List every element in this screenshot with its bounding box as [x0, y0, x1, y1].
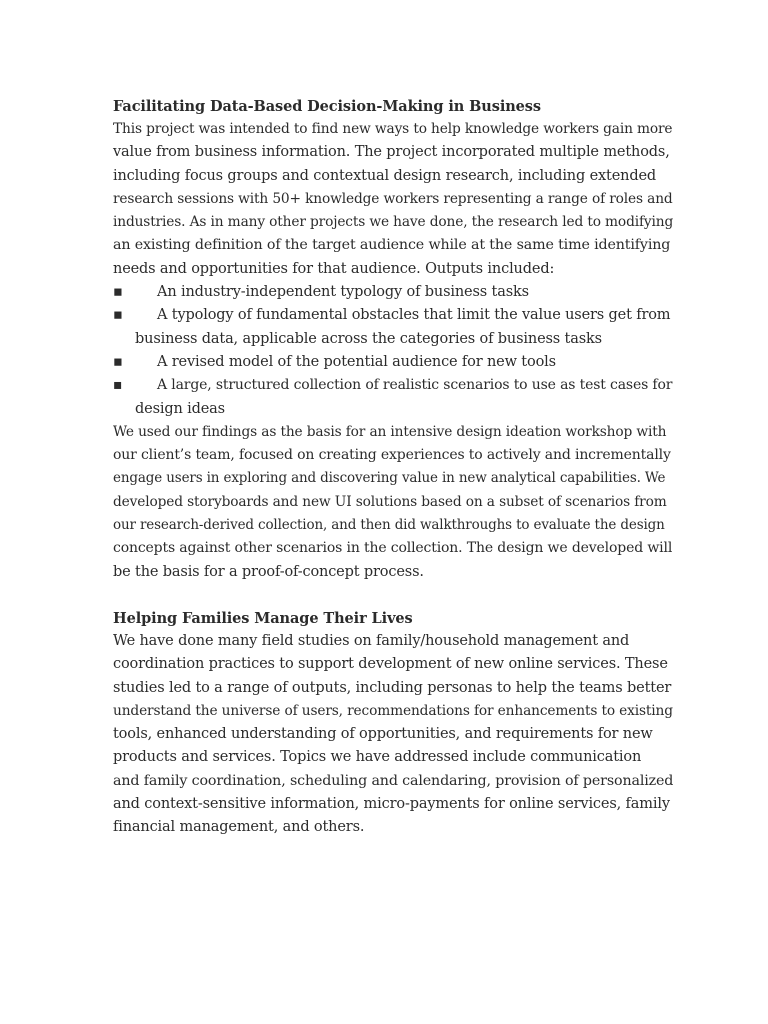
outputs-bullet-list: [113, 281, 673, 421]
document-page: [113, 95, 673, 840]
section-decision-making: [113, 95, 673, 584]
paragraph-line: developed storyboards and new UI solutions based on a subset of scenarios from: [113, 493, 667, 510]
bullet-item: [113, 304, 673, 351]
paragraph-line: including focus groups and contextual design research, including extended: [113, 167, 657, 184]
intro-paragraph: [113, 630, 673, 840]
paragraph-line: concepts against other scenarios in the collection. The design we developed will: [113, 540, 673, 557]
section-heading: Facilitating Data-Based Decision-Making in Business: [113, 98, 541, 115]
paragraph-line: financial management, and others.: [113, 819, 365, 836]
paragraph-line: be the basis for a proof-of-concept process.: [113, 563, 424, 580]
paragraph-line: understand the universe of users, recommendations for enhancements to existing: [113, 702, 673, 719]
paragraph-line: our client’s team, focused on creating experiences to actively and incrementally: [113, 447, 671, 464]
bullet-text: A revised model of the potential audience for new tools: [157, 353, 556, 370]
bullet-text: A large, structured collection of realistic scenarios to use as test cases for: [157, 377, 673, 394]
paragraph-line: studies led to a range of outputs, including personas to help the teams better: [113, 679, 672, 696]
paragraph-line: an existing definition of the target audience while at the same time identifying: [113, 237, 671, 254]
paragraph-line: products and services. Topics we have addressed include communication: [113, 749, 642, 766]
bullet-square-icon: ▪: [113, 284, 123, 301]
bullet-item: [113, 281, 673, 304]
bullet-text-continued: business data, applicable across the categories of business tasks: [135, 330, 602, 347]
outro-paragraph: [113, 421, 673, 584]
paragraph-line: engage users in exploring and discovering value in new analytical capabilities. We: [113, 470, 666, 487]
paragraph-line: This project was intended to find new ways to help knowledge workers gain more: [113, 121, 673, 137]
paragraph-line: needs and opportunities for that audience. Outputs included:: [113, 260, 555, 277]
paragraph-line: our research-derived collection, and then did walkthroughs to evaluate the design: [113, 517, 665, 534]
paragraph-line: research sessions with 50+ knowledge workers representing a range of roles and: [113, 190, 673, 207]
section-heading: Helping Families Manage Their Lives: [113, 609, 413, 627]
bullet-square-icon: ▪: [113, 307, 123, 324]
paragraph-line: industries. As in many other projects we have done, the research led to modifying: [113, 214, 674, 231]
bullet-text: A typology of fundamental obstacles that limit the value users get from: [157, 307, 671, 324]
paragraph-line: and context-sensitive information, micro-payments for online services, family: [113, 796, 670, 813]
paragraph-line: coordination practices to support development of new online services. These: [113, 656, 668, 673]
paragraph-line: value from business information. The project incorporated multiple methods,: [113, 144, 670, 161]
paragraph-line: tools, enhanced understanding of opportunities, and requirements for new: [113, 726, 653, 743]
paragraph-line: We used our findings as the basis for an intensive design ideation workshop with: [113, 423, 667, 440]
bullet-text: An industry-independent typology of business tasks: [157, 284, 529, 301]
bullet-square-icon: ▪: [113, 377, 123, 394]
paragraph-line: We have done many field studies on family/household management and: [113, 632, 630, 649]
intro-paragraph: [113, 118, 673, 281]
section-families: [113, 607, 673, 840]
bullet-square-icon: ▪: [113, 353, 123, 370]
bullet-item: [113, 351, 673, 374]
paragraph-line: and family coordination, scheduling and calendaring, provision of personalized: [113, 772, 674, 789]
bullet-text-continued: design ideas: [135, 400, 225, 417]
bullet-item: [113, 374, 673, 421]
